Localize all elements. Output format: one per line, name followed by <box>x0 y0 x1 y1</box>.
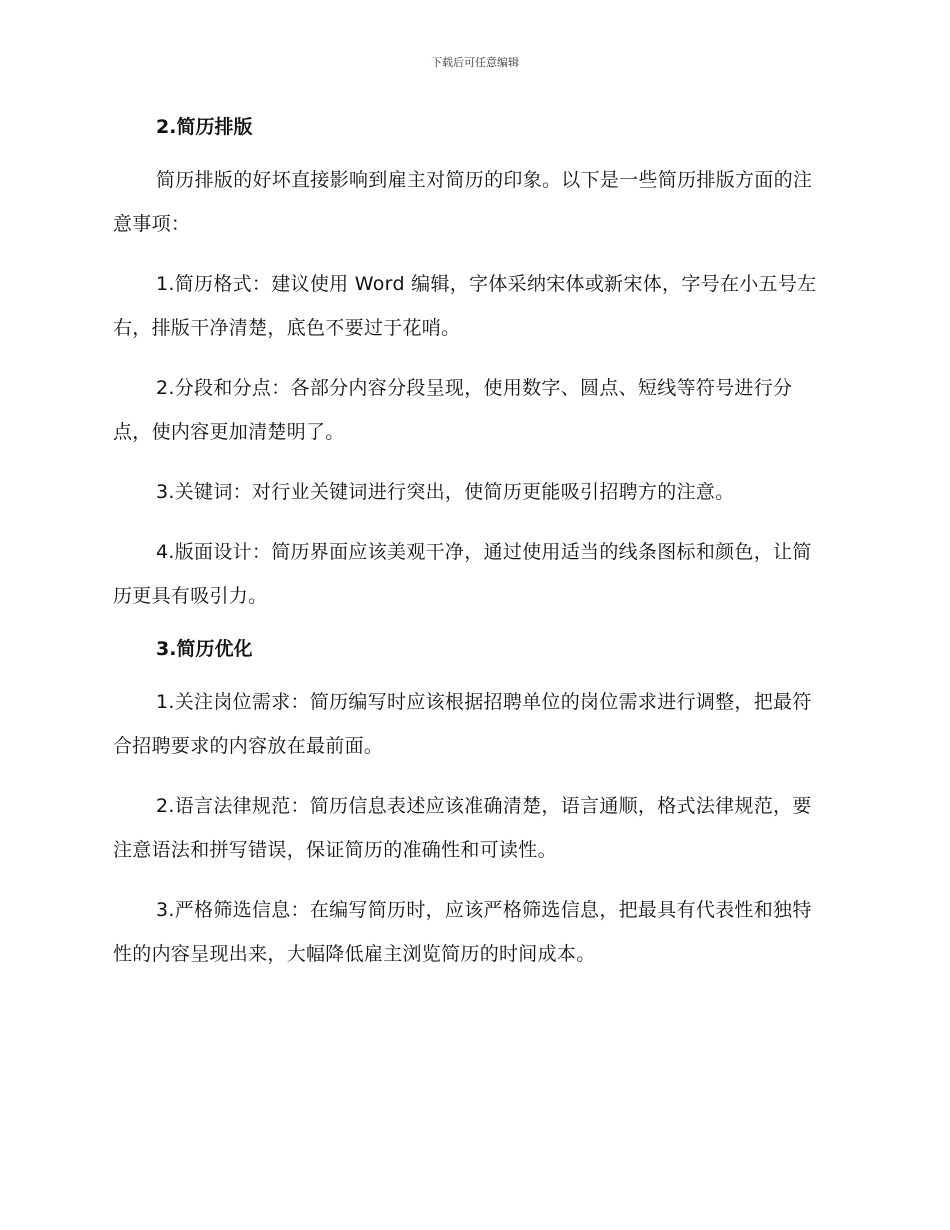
paragraph-layout-intro: 简历排版的好坏直接影响到雇主对简历的印象。以下是一些简历排版方面的注意事项： <box>113 169 813 235</box>
paragraph-layout-item-4: 4.版面设计：简历界面应该美观干净，通过使用适当的线条图标和颜色，让简历更具有吸引力。 <box>113 541 812 607</box>
section-heading-layout: 2.简历排版 <box>156 116 253 138</box>
section-heading-optimize: 3.简历优化 <box>156 638 253 660</box>
paragraph-layout-item-1: 1.简历格式：建议使用 Word 编辑，字体采纳宋体或新宋体，字号在小五号左右，排版干净清楚，底色不要过于花哨。 <box>113 273 817 339</box>
paragraph-optimize-item-2: 2.语言法律规范：简历信息表述应该准确清楚，语言通顺，格式法律规范，要注意语法和拼写错误，保证简历的准确性和可读性。 <box>113 795 812 861</box>
paragraph-layout-item-3: 3.关键词：对行业关键词进行突出，使简历更能吸引招聘方的注意。 <box>156 481 735 503</box>
paragraph-optimize-item-3: 3.严格筛选信息：在编写简历时，应该严格筛选信息，把最具有代表性和独特性的内容呈现出来，大幅降低雇主浏览简历的时间成本。 <box>113 899 812 965</box>
paragraph-optimize-item-1: 1.关注岗位需求：简历编写时应该根据招聘单位的岗位需求进行调整，把最符合招聘要求的内容放在最前面。 <box>113 691 812 757</box>
document-body <box>113 112 828 992</box>
page-header: 下载后可任意编辑 <box>431 56 519 69</box>
paragraph-layout-item-2: 2.分段和分点：各部分内容分段呈现，使用数字、圆点、短线等符号进行分点，使内容更加清楚明了。 <box>113 377 793 443</box>
